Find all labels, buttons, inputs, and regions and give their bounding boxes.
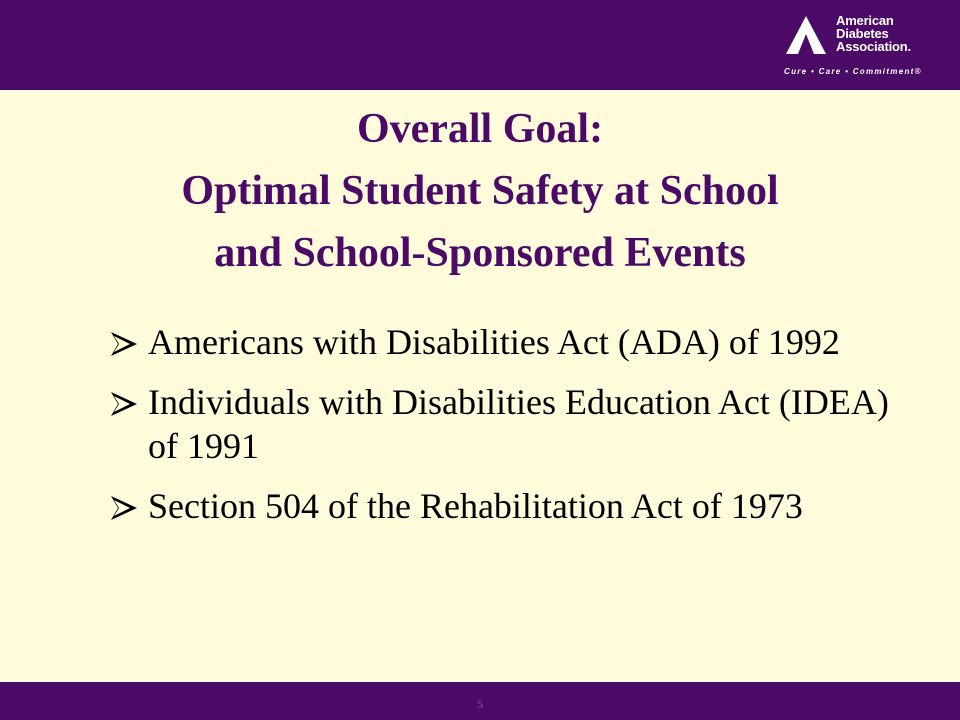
bullet-item	[108, 380, 908, 468]
slide-title	[40, 98, 920, 284]
bullet-text: Americans with Disabilities Act (ADA) of 1992	[148, 322, 840, 362]
logo-line-3: Association.	[836, 39, 911, 54]
bullet-text: Individuals with Disabilities Education Act (IDEA) of 1991	[148, 382, 889, 466]
logo-line-1: American	[836, 13, 894, 28]
page-number: 5	[477, 697, 483, 711]
title-line-3: and School-Sponsored Events	[214, 230, 746, 276]
title-line-2: Optimal Student Safety at School	[181, 168, 779, 214]
bullet-list	[108, 320, 908, 544]
title-line-1: Overall Goal:	[356, 106, 604, 152]
logo-wordmark	[836, 14, 911, 53]
arrow-bullet-icon	[108, 330, 140, 358]
bullet-item	[108, 320, 908, 364]
bullet-text: Section 504 of the Rehabilitation Act of 1973	[148, 486, 803, 526]
logo-tagline: Cure • Care • Commitment®	[784, 67, 922, 76]
logo-line-2: Diabetes	[836, 26, 889, 41]
ada-triangle-logo-icon	[784, 14, 828, 56]
bullet-item	[108, 484, 908, 528]
arrow-bullet-icon	[108, 494, 140, 522]
ada-logo	[772, 12, 952, 82]
arrow-bullet-icon	[108, 390, 140, 418]
header-band	[0, 0, 960, 90]
